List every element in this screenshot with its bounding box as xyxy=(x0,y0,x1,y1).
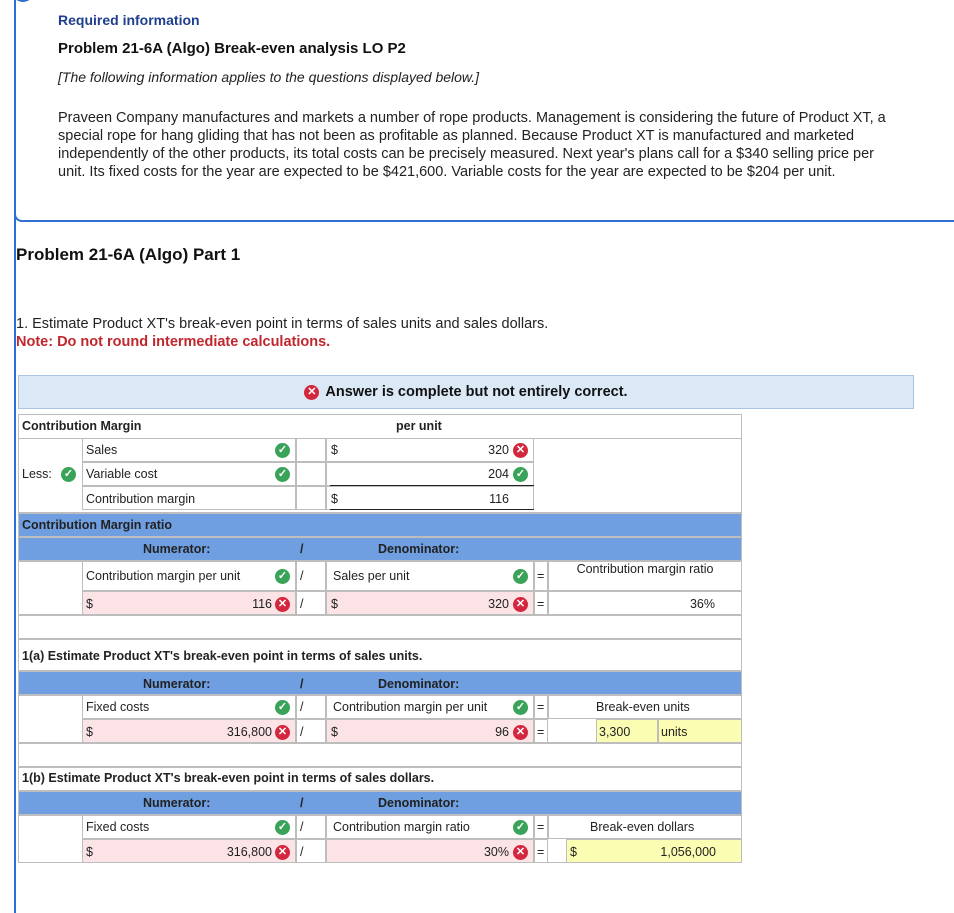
ratio-value-equals: = xyxy=(537,597,545,611)
x-circle-icon: ✕ xyxy=(304,385,319,400)
x-circle-icon: ✕ xyxy=(513,443,528,458)
dollars-value-slash: / xyxy=(300,845,304,859)
ratio-numerator-value-input[interactable]: 116 xyxy=(252,597,272,611)
units-numerator-label[interactable]: Fixed costs xyxy=(86,700,150,714)
ratio-num-dollar: $ xyxy=(86,597,93,611)
ratio-denominator-value-input[interactable]: 320 xyxy=(488,597,509,611)
units-value-slash: / xyxy=(300,725,304,739)
dollars-numerator-label[interactable]: Fixed costs xyxy=(86,820,150,834)
rounding-note: Note: Do not round intermediate calculations. xyxy=(16,334,331,350)
problem-title: Problem 21-6A (Algo) Break-even analysis LO P2 xyxy=(58,40,406,57)
ratio-slash: / xyxy=(300,569,304,583)
check-circle-icon: ✓ xyxy=(513,700,528,715)
break-even-units-value: 3,300 xyxy=(599,725,631,739)
units-slash-header: / xyxy=(300,677,304,691)
units-den-dollar: $ xyxy=(331,725,338,739)
units-numerator-value-input[interactable]: 316,800 xyxy=(226,725,272,739)
required-info-heading: Required information xyxy=(58,12,200,28)
dollars-denominator-label[interactable]: Contribution margin ratio xyxy=(333,820,470,834)
left-accent-line xyxy=(14,0,16,913)
check-circle-icon: ✓ xyxy=(513,820,528,835)
check-circle-icon: ✓ xyxy=(275,443,290,458)
x-circle-icon: ✕ xyxy=(275,597,290,612)
ratio-result-label: Contribution margin ratio xyxy=(576,562,714,576)
answer-status-text: Answer is complete but not entirely correct. xyxy=(325,384,628,400)
check-circle-icon: ✓ xyxy=(275,569,290,584)
ratio-slash-header: / xyxy=(300,542,304,556)
check-circle-icon: ✓ xyxy=(275,820,290,835)
dollars-numerator-header: Numerator: xyxy=(143,796,211,810)
cm-value: 116 xyxy=(489,492,509,506)
cm-label: Contribution margin xyxy=(86,492,196,506)
dollars-slash-header: / xyxy=(300,796,304,810)
dollars-denominator-header: Denominator: xyxy=(378,796,460,810)
sales-value-input[interactable]: 320 xyxy=(488,443,509,457)
ratio-denominator-header: Denominator: xyxy=(378,542,460,556)
check-circle-icon: ✓ xyxy=(513,467,528,482)
cm-col-header: per unit xyxy=(396,419,442,433)
units-denominator-header: Denominator: xyxy=(378,677,460,691)
sales-label[interactable]: Sales xyxy=(86,443,118,457)
dollars-equals: = xyxy=(537,820,545,834)
less-label: Less: xyxy=(22,467,52,481)
units-num-dollar: $ xyxy=(86,725,93,739)
dollars-numerator-value-input[interactable]: 316,800 xyxy=(226,845,272,859)
check-circle-icon: ✓ xyxy=(61,467,76,482)
ratio-numerator-header: Numerator: xyxy=(143,542,211,556)
dollars-num-dollar: $ xyxy=(86,845,93,859)
units-title: 1(a) Estimate Product XT's break-even point in terms of sales units. xyxy=(22,649,423,663)
cm-dollar: $ xyxy=(331,492,338,506)
ratio-result-value: 36% xyxy=(689,597,715,611)
ratio-title: Contribution Margin ratio xyxy=(22,518,172,532)
units-slash: / xyxy=(300,700,304,714)
info-card-border xyxy=(14,206,954,222)
ratio-value-slash: / xyxy=(300,597,304,611)
ratio-den-dollar: $ xyxy=(331,597,338,611)
units-value-equals: = xyxy=(537,725,545,739)
sales-dollar: $ xyxy=(331,443,338,457)
break-even-units-unit: units xyxy=(661,725,688,739)
x-circle-icon: ✕ xyxy=(275,845,290,860)
dollars-denominator-value-input[interactable]: 30% xyxy=(483,845,509,859)
cm-title: Contribution Margin xyxy=(22,419,142,433)
units-denominator-label[interactable]: Contribution margin per unit xyxy=(333,700,488,714)
x-circle-icon: ✕ xyxy=(513,725,528,740)
ratio-equals: = xyxy=(537,569,545,583)
units-numerator-header: Numerator: xyxy=(143,677,211,691)
check-circle-icon: ✓ xyxy=(275,467,290,482)
dollars-slash: / xyxy=(300,820,304,834)
variable-cost-label[interactable]: Variable cost xyxy=(86,467,158,481)
check-circle-icon: ✓ xyxy=(275,700,290,715)
x-circle-icon: ✕ xyxy=(513,845,528,860)
x-circle-icon: ✕ xyxy=(513,597,528,612)
variable-cost-value-input[interactable]: 204 xyxy=(488,467,509,481)
dollars-value-equals: = xyxy=(537,845,545,859)
ratio-numerator-label[interactable]: Contribution margin per unit xyxy=(86,569,241,583)
units-denominator-value-input[interactable]: 96 xyxy=(495,725,509,739)
dollars-result-label: Break-even dollars xyxy=(590,820,695,834)
units-result-label: Break-even units xyxy=(596,700,690,714)
answer-status-banner xyxy=(18,375,914,409)
units-equals: = xyxy=(537,700,545,714)
dollars-result-dollar: $ xyxy=(570,845,577,859)
part-title: Problem 21-6A (Algo) Part 1 xyxy=(16,245,241,264)
problem-description: Praveen Company manufactures and markets a number of rope products. Management is considering the future of Product XT, a special rope for hang gliding that has not been as profitable as planned. Because Product XT is manufactured and marketed independently of the other products, its total costs can be precisely measured. Next year's plans call for a $340 selling price per unit. Its fixed costs for the year are expected to be $421,600. Variable costs for the year are expected to be $204 per unit. xyxy=(58,110,886,180)
break-even-dollars-value: 1,056,000 xyxy=(660,845,716,859)
dollars-title: 1(b) Estimate Product XT's break-even point in terms of sales dollars. xyxy=(22,771,435,785)
applies-note: [The following information applies to the questions displayed below.] xyxy=(58,69,480,85)
ratio-denominator-label[interactable]: Sales per unit xyxy=(333,569,410,583)
check-circle-icon: ✓ xyxy=(513,569,528,584)
x-circle-icon: ✕ xyxy=(275,725,290,740)
question-text: 1. Estimate Product XT's break-even point in terms of sales units and sales dollars. xyxy=(16,316,549,332)
